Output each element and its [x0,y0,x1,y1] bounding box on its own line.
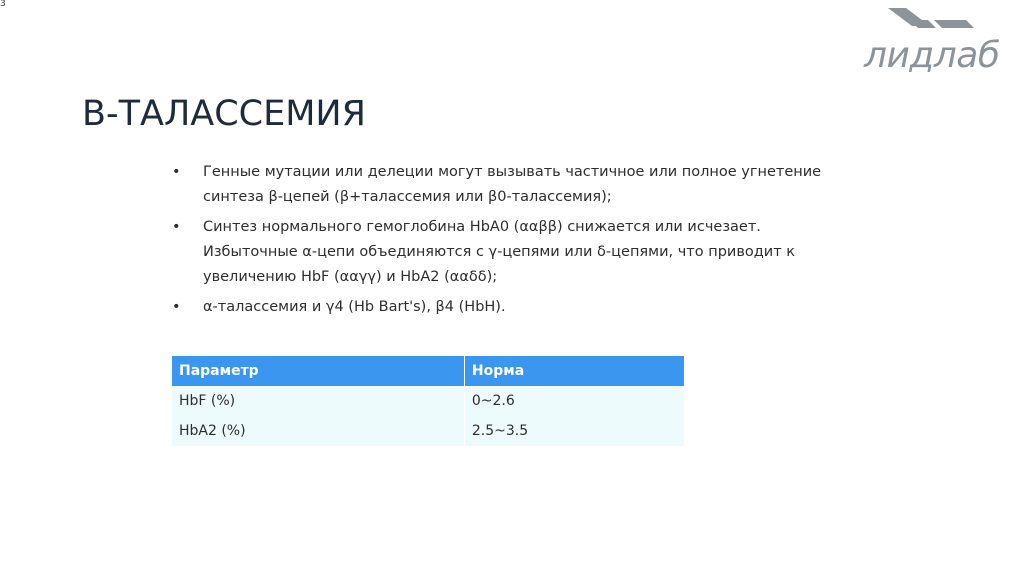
page-title: В-ТАЛАССЕМИЯ [82,94,366,134]
lidlab-logo [860,6,1000,76]
table-row [172,416,684,446]
bullet-line: Избыточные α-цепи объединяются с γ-цепями или δ-цепями, что приводит к [203,244,796,260]
header-parameter: Параметр [172,356,464,386]
bullet-marker: • [172,219,181,235]
bullet-line: увеличению HbF (ααγγ) и HbA2 (ααδδ); [203,269,498,285]
table-row [172,386,684,416]
bullet-list [172,160,832,325]
slide-number: 3 [0,0,6,9]
header-norm: Норма [464,356,684,386]
bullet-line: α-талассемия и γ4 (Hb Bart's), β4 (HbH). [203,299,506,315]
bullet-item [172,160,832,210]
bullet-line: Синтез нормального гемоглобина HbA0 (ααββ) снижается или исчезает. [203,219,761,235]
cell-norm: 2.5~3.5 [464,416,684,446]
bullet-line: синтеза β-цепей (β+талассемия или β0-талассемия); [203,189,612,205]
bullet-item [172,215,832,290]
bullet-line: Генные мутации или делеции могут вызывать частичное или полное угнетение [203,164,822,180]
cell-parameter: HbF (%) [172,386,464,416]
norms-table [172,356,684,446]
table-header-row [172,356,684,386]
bullet-marker: • [172,164,181,180]
cell-norm: 0~2.6 [464,386,684,416]
bullet-marker: • [172,299,181,315]
cell-parameter: HbA2 (%) [172,416,464,446]
logo-stripes-icon [888,6,988,36]
bullet-item [172,295,832,320]
norms-table-wrapper [172,356,684,446]
logo-text: лидлаб [864,35,1000,76]
